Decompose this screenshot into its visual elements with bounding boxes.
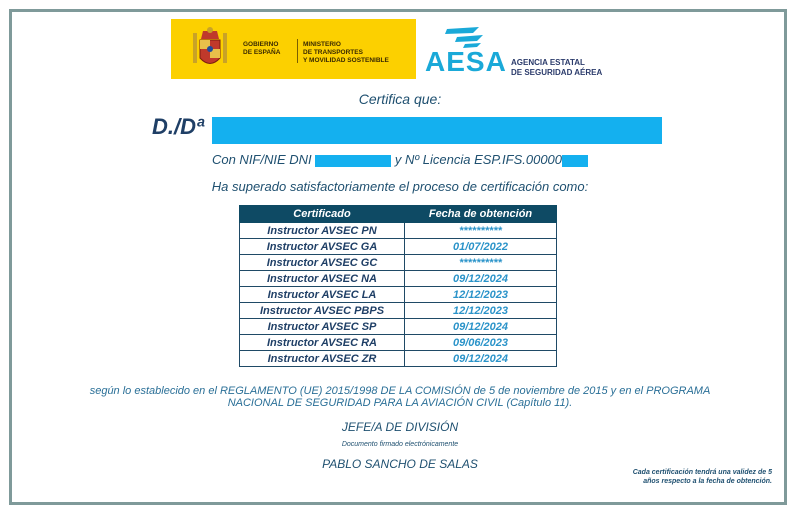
cert-name: Instructor AVSEC GA xyxy=(240,239,405,255)
cert-date: 12/12/2023 xyxy=(405,303,557,319)
electronic-signature-note: Documento firmado electrónicamente xyxy=(341,441,459,448)
cert-name: Instructor AVSEC NA xyxy=(240,271,405,287)
cert-date: 01/07/2022 xyxy=(405,239,557,255)
aesa-wordmark: AESA xyxy=(425,46,507,77)
redacted-name xyxy=(212,117,662,144)
cert-name: Instructor AVSEC ZR xyxy=(240,351,405,367)
table-row xyxy=(240,255,557,271)
signer-name: PABLO SANCHO DE SALAS xyxy=(322,457,478,471)
table-row xyxy=(240,303,557,319)
cert-name: Instructor AVSEC GC xyxy=(240,255,405,271)
cert-date: ********** xyxy=(405,255,557,271)
regulation-text: según lo establecido en el REGLAMENTO (UE) 2015/1998 DE LA COMISIÓN de 5 de noviembre de 2015 y en el PROGRAMA NACIONAL DE SEGURIDAD PARA LA AVIACIÓN CIVIL (Capítulo 11). xyxy=(89,385,711,409)
table-row xyxy=(240,239,557,255)
gobierno-text: GOBIERNO DE ESPAÑA xyxy=(243,41,281,56)
nif-prefix: Con NIF/NIE DNI xyxy=(211,152,312,167)
header-certificado: Certificado xyxy=(240,206,405,223)
cert-name: Instructor AVSEC PN xyxy=(240,223,405,239)
cert-name: Instructor AVSEC SP xyxy=(240,319,405,335)
redacted-nif xyxy=(315,155,391,167)
aesa-subtitle: AGENCIA ESTATAL DE SEGURIDAD AÉREA xyxy=(511,58,603,77)
cert-date: 09/12/2024 xyxy=(405,351,557,367)
header-fecha: Fecha de obtención xyxy=(405,206,557,223)
cert-date: 09/12/2024 xyxy=(405,271,557,287)
certificates-table xyxy=(239,205,557,367)
gobierno-espana-logo xyxy=(171,19,416,79)
intro-text: Ha superado satisfactoriamente el proceso de certificación como: xyxy=(211,179,589,194)
cert-date: 09/12/2024 xyxy=(405,319,557,335)
table-row xyxy=(240,223,557,239)
cert-name: Instructor AVSEC PBPS xyxy=(240,303,405,319)
cert-date: 09/06/2023 xyxy=(405,335,557,351)
cert-date: 12/12/2023 xyxy=(405,287,557,303)
ministerio-text: MINISTERIO DE TRANSPORTES Y MOVILIDAD SOSTENIBLE xyxy=(303,41,389,64)
licence-prefix: y Nº Licencia ESP.IFS.00000 xyxy=(394,152,563,167)
cert-date: ********** xyxy=(405,223,557,239)
signer-role: JEFE/A DE DIVISIÓN xyxy=(341,420,459,434)
coat-of-arms-icon xyxy=(191,25,229,73)
redacted-licence xyxy=(562,155,588,167)
holder-prefix: D./Dª xyxy=(152,114,205,139)
nif-line xyxy=(0,152,800,167)
table-row xyxy=(240,319,557,335)
table-row xyxy=(240,351,557,367)
certifica-heading: Certifica que: xyxy=(358,91,442,107)
cert-name: Instructor AVSEC RA xyxy=(240,335,405,351)
cert-name: Instructor AVSEC LA xyxy=(240,287,405,303)
table-row xyxy=(240,271,557,287)
logo-divider xyxy=(297,39,298,63)
table-header-row xyxy=(240,206,557,223)
validity-note: Cada certificación tendrá una validez de 5 años respecto a la fecha de obtención. xyxy=(632,469,772,485)
table-row xyxy=(240,287,557,303)
table-row xyxy=(240,335,557,351)
